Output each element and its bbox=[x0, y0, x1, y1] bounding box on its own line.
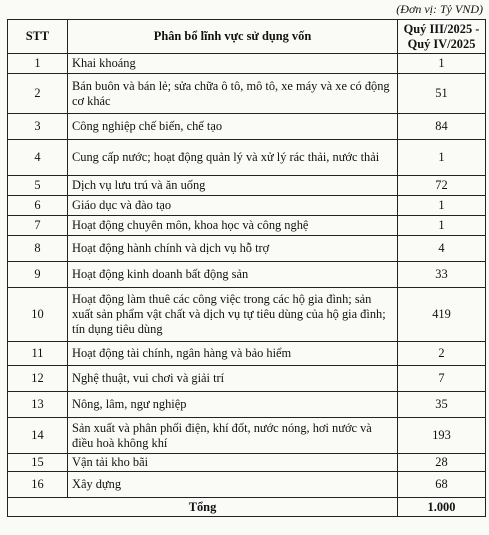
table-row bbox=[8, 216, 486, 236]
table-row bbox=[8, 114, 486, 140]
row-stt: 4 bbox=[8, 140, 68, 176]
table-row bbox=[8, 392, 486, 418]
row-sector-name: Sản xuất và phân phối điện, khí đốt, nước nóng, hơi nước và điều hoà không khí bbox=[68, 418, 398, 454]
table-row bbox=[8, 54, 486, 74]
table-row bbox=[8, 366, 486, 392]
table-row bbox=[8, 196, 486, 216]
row-stt: 8 bbox=[8, 236, 68, 262]
row-value: 1 bbox=[398, 54, 486, 74]
capital-allocation-table bbox=[7, 19, 486, 517]
row-value: 2 bbox=[398, 342, 486, 366]
row-sector-name: Hoạt động kinh doanh bất động sản bbox=[68, 262, 398, 288]
row-stt: 15 bbox=[8, 454, 68, 472]
row-stt: 14 bbox=[8, 418, 68, 454]
row-sector-name: Khai khoáng bbox=[68, 54, 398, 74]
row-value: 1 bbox=[398, 216, 486, 236]
total-value: 1.000 bbox=[398, 498, 486, 517]
row-stt: 3 bbox=[8, 114, 68, 140]
row-sector-name: Dịch vụ lưu trú và ăn uống bbox=[68, 176, 398, 196]
row-sector-name: Công nghiệp chế biến, chế tạo bbox=[68, 114, 398, 140]
row-stt: 7 bbox=[8, 216, 68, 236]
row-stt: 16 bbox=[8, 472, 68, 498]
row-value: 7 bbox=[398, 366, 486, 392]
row-value: 72 bbox=[398, 176, 486, 196]
row-value: 419 bbox=[398, 288, 486, 342]
row-sector-name: Hoạt động hành chính và dịch vụ hỗ trợ bbox=[68, 236, 398, 262]
row-sector-name: Nghệ thuật, vui chơi và giải trí bbox=[68, 366, 398, 392]
row-sector-name: Hoạt động chuyên môn, khoa học và công nghệ bbox=[68, 216, 398, 236]
header-period-line1: Quý III/2025 - bbox=[403, 21, 480, 36]
row-sector-name: Hoạt động làm thuê các công việc trong các hộ gia đình; sản xuất sản phẩm vật chất và dịch vụ tự tiêu dùng của hộ gia đình; tín dụng tiêu dùng bbox=[68, 288, 398, 342]
total-row bbox=[8, 498, 486, 517]
row-stt: 5 bbox=[8, 176, 68, 196]
row-sector-name: Vận tải kho bãi bbox=[68, 454, 398, 472]
row-value: 4 bbox=[398, 236, 486, 262]
header-stt: STT bbox=[8, 20, 68, 54]
table-row bbox=[8, 74, 486, 114]
row-value: 193 bbox=[398, 418, 486, 454]
row-sector-name: Nông, lâm, ngư nghiệp bbox=[68, 392, 398, 418]
row-value: 1 bbox=[398, 196, 486, 216]
row-sector-name: Cung cấp nước; hoạt động quản lý và xử lý rác thải, nước thải bbox=[68, 140, 398, 176]
table-row bbox=[8, 454, 486, 472]
row-sector-name: Hoạt động tài chính, ngân hàng và bảo hiểm bbox=[68, 342, 398, 366]
row-value: 84 bbox=[398, 114, 486, 140]
unit-note: (Đơn vị: Tỷ VND) bbox=[396, 2, 483, 16]
row-value: 1 bbox=[398, 140, 486, 176]
row-value: 28 bbox=[398, 454, 486, 472]
table-row bbox=[8, 472, 486, 498]
header-period-line2: Quý IV/2025 bbox=[407, 36, 476, 51]
row-value: 35 bbox=[398, 392, 486, 418]
row-value: 33 bbox=[398, 262, 486, 288]
header-sector: Phân bổ lĩnh vực sử dụng vốn bbox=[68, 20, 398, 54]
row-sector-name: Bán buôn và bán lẻ; sửa chữa ô tô, mô tô, xe máy và xe có động cơ khác bbox=[68, 74, 398, 114]
row-value: 51 bbox=[398, 74, 486, 114]
row-stt: 9 bbox=[8, 262, 68, 288]
row-stt: 6 bbox=[8, 196, 68, 216]
row-stt: 2 bbox=[8, 74, 68, 114]
row-stt: 1 bbox=[8, 54, 68, 74]
table-row bbox=[8, 262, 486, 288]
row-stt: 12 bbox=[8, 366, 68, 392]
total-label: Tổng bbox=[8, 498, 398, 517]
table-row bbox=[8, 236, 486, 262]
row-stt: 13 bbox=[8, 392, 68, 418]
table-header-row bbox=[8, 20, 486, 54]
row-stt: 11 bbox=[8, 342, 68, 366]
table-row bbox=[8, 140, 486, 176]
table-row bbox=[8, 176, 486, 196]
row-sector-name: Xây dựng bbox=[68, 472, 398, 498]
row-stt: 10 bbox=[8, 288, 68, 342]
row-value: 68 bbox=[398, 472, 486, 498]
table-row bbox=[8, 418, 486, 454]
table-row bbox=[8, 288, 486, 342]
header-period bbox=[398, 20, 486, 54]
table-row bbox=[8, 342, 486, 366]
row-sector-name: Giáo dục và đào tạo bbox=[68, 196, 398, 216]
